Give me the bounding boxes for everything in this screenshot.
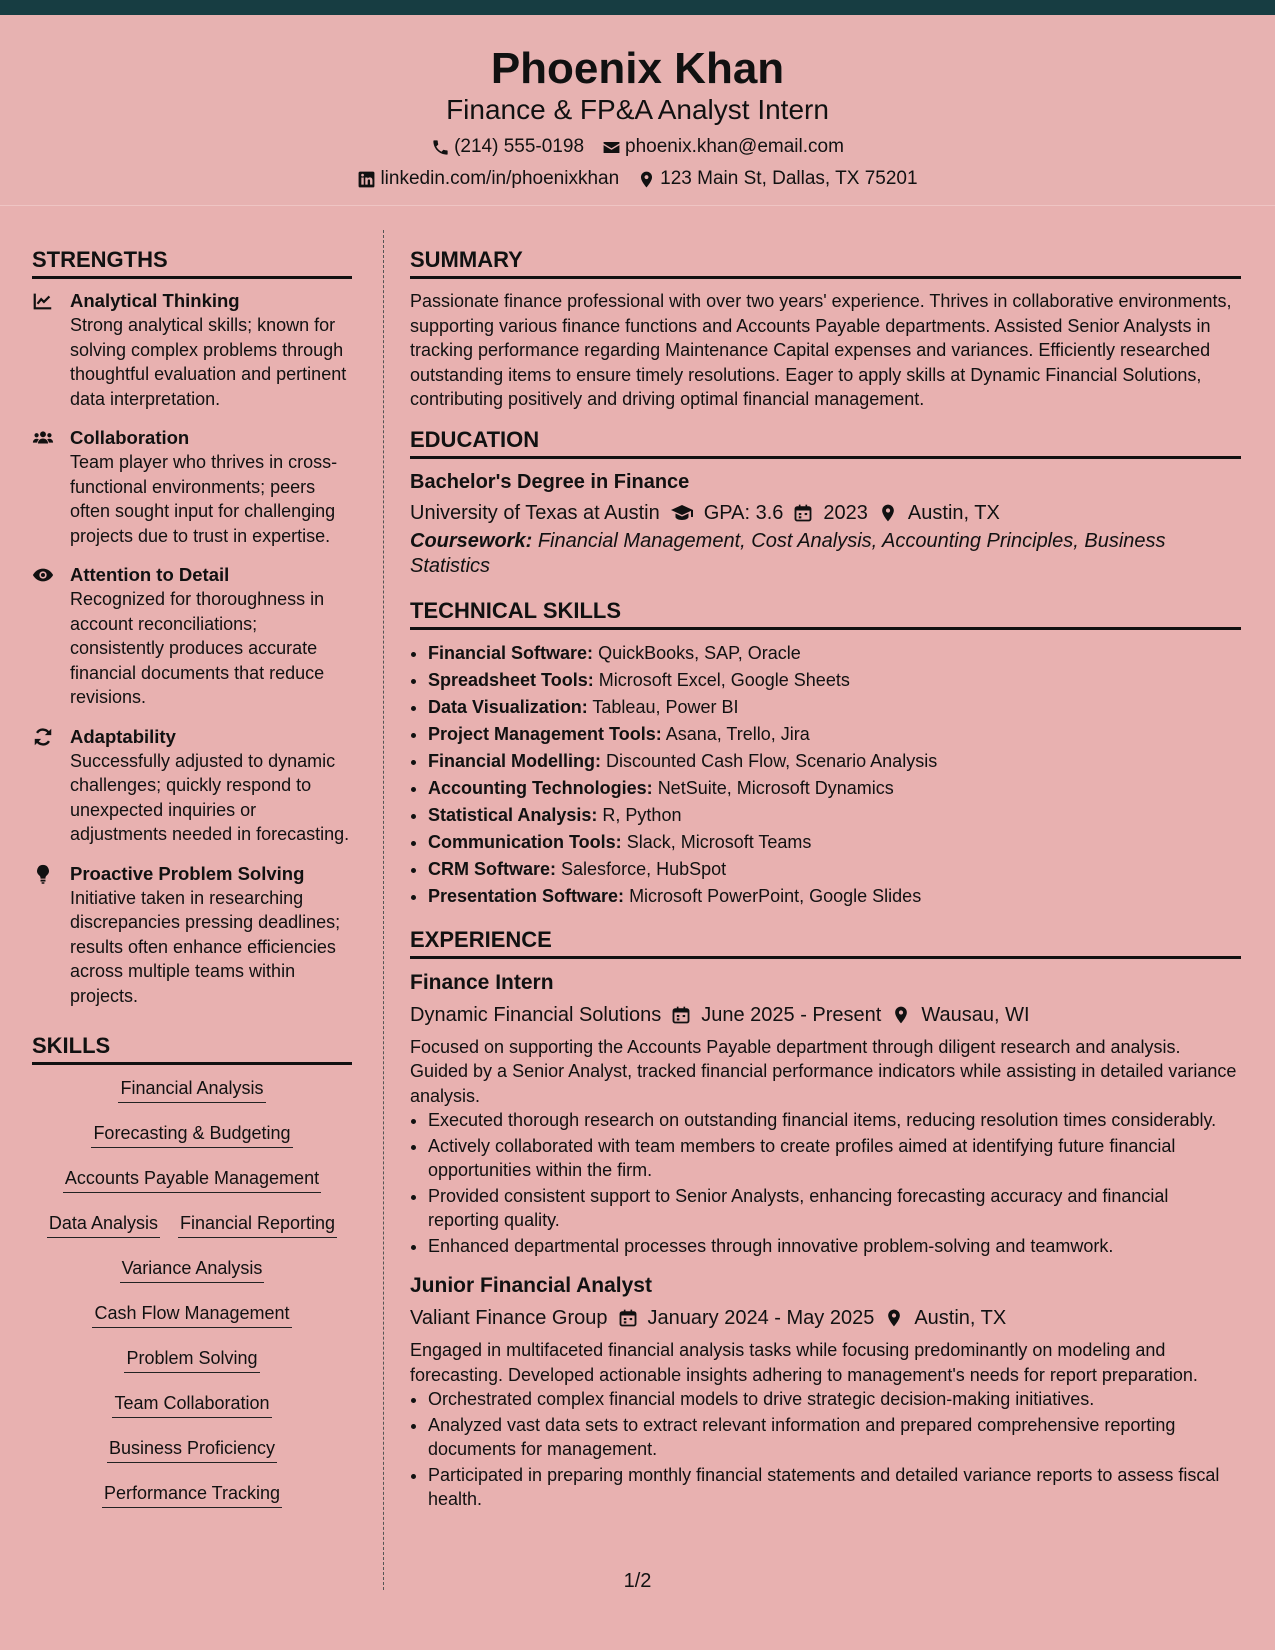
right-column	[410, 246, 1241, 1526]
map-pin-icon	[891, 1005, 911, 1025]
list-item: • Orchestrated complex financial models to drive strategic decision-making initiatives.	[428, 1387, 1241, 1412]
skill-tag: Team Collaboration	[112, 1390, 271, 1418]
phone-icon	[431, 138, 450, 157]
job-summary: Engaged in multifaceted financial analysis tasks while focusing predominantly on modeling and forecasting. Developed actionable insights adhering to management's needs for report preparation.	[410, 1340, 1198, 1385]
strength-name: Attention to Detail	[70, 564, 230, 585]
job-location: Austin, TX	[914, 1307, 1007, 1329]
skill-row	[32, 1390, 352, 1418]
strength-item	[32, 426, 352, 548]
tech-label: Presentation Software:	[428, 885, 625, 906]
skills-title: SKILLS	[32, 1032, 352, 1065]
skill-tag: Cash Flow Management	[92, 1300, 291, 1328]
skill-row	[32, 1120, 352, 1148]
skill-tag: Accounts Payable Management	[63, 1165, 321, 1193]
strength-item	[32, 862, 352, 1009]
list-item	[428, 775, 1241, 802]
map-pin-icon	[884, 1308, 904, 1328]
tech-label: Data Visualization:	[428, 696, 588, 717]
job-entry	[410, 1272, 1241, 1512]
list-item	[428, 802, 1241, 829]
sync-icon	[32, 726, 54, 748]
lightbulb-icon	[32, 863, 54, 885]
strength-desc: Recognized for thoroughness in account reconciliations; consistently produces accurate financial documents that reduce revisions.	[70, 589, 325, 707]
list-item	[428, 748, 1241, 775]
strength-name: Analytical Thinking	[70, 290, 240, 311]
skill-row	[32, 1165, 352, 1193]
page-number: 1/2	[623, 1570, 652, 1592]
skill-row	[32, 1300, 352, 1328]
tech-value: Microsoft Excel, Google Sheets	[598, 669, 850, 690]
column-divider	[383, 230, 384, 1590]
phone-text: (214) 555-0198	[454, 136, 585, 157]
education-meta	[410, 499, 1241, 527]
tech-value: Microsoft PowerPoint, Google Slides	[629, 885, 922, 906]
education-title: EDUCATION	[410, 426, 1241, 459]
top-bar	[0, 0, 1275, 15]
technical-skills-title: TECHNICAL SKILLS	[410, 597, 1241, 630]
coursework-label: Coursework:	[410, 529, 533, 552]
calendar-icon	[793, 503, 813, 523]
email-contact[interactable]	[602, 135, 844, 159]
list-item	[428, 883, 1241, 910]
skill-tag: Financial Analysis	[118, 1075, 265, 1103]
phone-contact[interactable]	[431, 135, 584, 159]
skill-tag: Forecasting & Budgeting	[91, 1120, 292, 1148]
job-meta	[410, 1304, 1241, 1332]
job-title: Junior Financial Analyst	[410, 1274, 652, 1297]
summary-text: Passionate finance professional with over two years' experience. Thrives in collaborative environments, supporting various finance functions and Accounts Payable departments. Assisted Senior Analysts in tracking performance regarding Maintenance Capital expenses and variances. Efficiently researched outstanding items to ensure timely resolutions. Eager to apply skills at Dynamic Financial Solutions, contributing positively and driving optimal financial management.	[410, 291, 1232, 409]
job-location: Wausau, WI	[921, 1003, 1030, 1026]
users-icon	[32, 427, 54, 449]
tech-value: R, Python	[602, 804, 682, 825]
skills-list	[32, 1075, 352, 1508]
tech-value: Discounted Cash Flow, Scenario Analysis	[606, 750, 938, 771]
tech-label: Communication Tools:	[428, 831, 622, 852]
job-title: Finance Intern	[410, 970, 554, 994]
company-name: Dynamic Financial Solutions	[410, 1003, 662, 1026]
school-location: Austin, TX	[907, 501, 1000, 524]
school-name: University of Texas at Austin	[410, 501, 660, 524]
list-item: • Enhanced departmental processes through innovative problem-solving and teamwork.	[428, 1234, 1241, 1259]
contact-row-1	[0, 135, 1275, 159]
job-meta	[410, 1001, 1241, 1029]
calendar-icon	[618, 1308, 638, 1328]
tech-value: NetSuite, Microsoft Dynamics	[657, 777, 894, 798]
experience-title: EXPERIENCE	[410, 926, 1241, 959]
graduation-cap-icon	[670, 501, 694, 525]
tech-value: Tableau, Power BI	[592, 696, 739, 717]
skill-tag: Business Proficiency	[107, 1435, 277, 1463]
candidate-name: Phoenix Khan	[490, 44, 785, 93]
tech-label: Financial Software:	[428, 642, 594, 663]
strength-desc: Strong analytical skills; known for solving complex problems through thoughtful evaluation and pertinent data interpretation.	[70, 315, 347, 409]
skill-row	[32, 1345, 352, 1373]
map-pin-icon	[637, 170, 656, 189]
address-text: 123 Main St, Dallas, TX 75201	[660, 168, 918, 189]
strength-desc: Successfully adjusted to dynamic challenges; quickly respond to unexpected inquiries or adjustments needed in forecasting.	[70, 750, 350, 844]
job-summary: Focused on supporting the Accounts Payable department through diligent research and analysis. Guided by a Senior Analyst, tracked financial performance indicators while assisting in detailed variance analysis.	[410, 1036, 1237, 1106]
list-item	[428, 694, 1241, 721]
list-item: • Analyzed vast data sets to extract relevant information and prepared comprehensive reporting documents for management.	[428, 1413, 1241, 1462]
coursework	[410, 529, 1241, 579]
tech-label: Project Management Tools:	[428, 723, 662, 744]
list-item: • Executed thorough research on outstanding financial items, reducing resolution times considerably.	[428, 1108, 1241, 1133]
list-item: • Provided consistent support to Senior Analysts, enhancing forecasting accuracy and financial reporting quality.	[428, 1184, 1241, 1233]
skill-tag: Performance Tracking	[102, 1480, 282, 1508]
email-text: phoenix.khan@email.com	[625, 136, 844, 157]
left-column	[32, 246, 352, 1525]
envelope-icon	[602, 138, 621, 157]
tech-value: Asana, Trello, Jira	[665, 723, 810, 744]
strength-item	[32, 563, 352, 710]
calendar-icon	[671, 1005, 691, 1025]
map-pin-icon	[878, 503, 898, 523]
strengths-title: STRENGTHS	[32, 246, 352, 279]
degree: Bachelor's Degree in Finance	[410, 470, 690, 493]
job-dates: January 2024 - May 2025	[647, 1307, 875, 1329]
contact-row-2	[0, 167, 1275, 191]
strength-item	[32, 725, 352, 847]
job-entry	[410, 969, 1241, 1259]
tech-value: QuickBooks, SAP, Oracle	[598, 642, 801, 663]
strength-desc: Team player who thrives in cross-functional environments; peers often sought input for challenging projects due to trust in expertise.	[70, 452, 338, 546]
coursework-list: Financial Management, Cost Analysis, Accounting Principles, Business Statistics	[410, 529, 1166, 577]
linkedin-text: linkedin.com/in/phoenixkhan	[380, 168, 620, 189]
skill-row	[32, 1435, 352, 1463]
strength-item	[32, 289, 352, 411]
technical-skills-list	[410, 640, 1241, 910]
address-contact	[637, 167, 917, 191]
resume-header	[0, 15, 1275, 206]
tech-label: Accounting Technologies:	[428, 777, 653, 798]
tech-label: Statistical Analysis:	[428, 804, 598, 825]
tech-label: Spreadsheet Tools:	[428, 669, 594, 690]
skill-tag: Problem Solving	[124, 1345, 259, 1373]
skill-tag: Financial Reporting	[178, 1210, 337, 1238]
gpa: GPA: 3.6	[703, 501, 784, 524]
list-item: • Actively collaborated with team members to create profiles aimed at identifying future financial opportunities within the firm.	[428, 1134, 1241, 1183]
candidate-title: Finance & FP&A Analyst Intern	[446, 94, 829, 125]
job-bullets	[410, 1387, 1241, 1512]
linkedin-icon	[357, 170, 376, 189]
eye-icon	[32, 564, 54, 586]
skill-row	[32, 1075, 352, 1103]
tech-value: Salesforce, HubSpot	[561, 858, 727, 879]
grad-year: 2023	[823, 501, 868, 524]
tech-value: Slack, Microsoft Teams	[626, 831, 812, 852]
linkedin-contact[interactable]	[357, 167, 619, 191]
list-item: • Participated in preparing monthly financial statements and detailed variance reports to assess fiscal health.	[428, 1463, 1241, 1512]
strength-name: Proactive Problem Solving	[70, 862, 305, 884]
skill-tag: Variance Analysis	[120, 1255, 265, 1283]
list-item	[428, 856, 1241, 883]
strength-name: Collaboration	[70, 427, 190, 448]
summary-title: SUMMARY	[410, 246, 1241, 279]
tech-label: Financial Modelling:	[428, 750, 602, 771]
skill-row	[32, 1480, 352, 1508]
job-bullets	[410, 1108, 1241, 1258]
tech-label: CRM Software:	[428, 858, 557, 879]
skill-row	[32, 1210, 352, 1238]
strength-desc: Initiative taken in researching discrepancies pressing deadlines; results often enhance efficiencies across multiple teams within projects.	[70, 887, 341, 1006]
skill-row	[32, 1255, 352, 1283]
strength-name: Adaptability	[70, 725, 176, 747]
company-name: Valiant Finance Group	[410, 1307, 608, 1329]
chart-line-icon	[32, 290, 54, 312]
list-item	[428, 829, 1241, 856]
list-item	[428, 721, 1241, 748]
skill-tag: Data Analysis	[47, 1210, 160, 1238]
job-dates: June 2025 - Present	[701, 1003, 882, 1026]
list-item	[428, 640, 1241, 667]
list-item	[428, 667, 1241, 694]
